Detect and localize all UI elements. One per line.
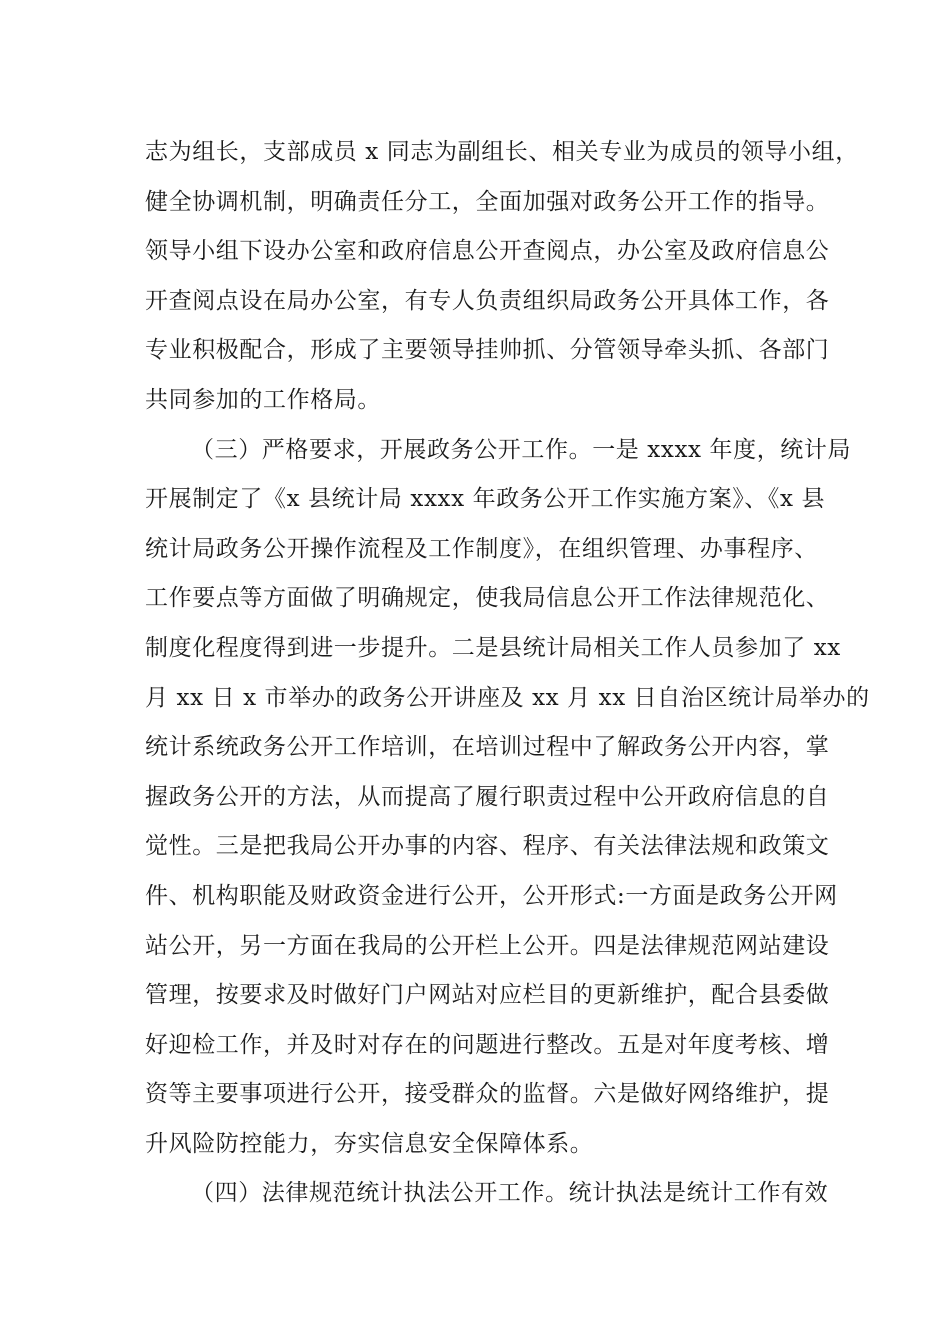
text-line: 升风险防控能力，夯实信息安全保障体系。	[145, 1130, 594, 1157]
text-line: 工作要点等方面做了明确规定，使我局信息公开工作法律规范化、	[145, 585, 830, 612]
text-line: 觉性。三是把我局公开办事的内容、程序、有关法律法规和政策文	[145, 833, 830, 860]
text-line: 统计局政务公开操作流程及工作制度》，在组织管理、办事程序、	[145, 535, 818, 562]
text-line: 管理，按要求及时做好门户网站对应栏目的更新维护，配合县委做	[145, 982, 830, 1009]
text-line: 专业积极配合，形成了主要领导挂帅抓、分管领导牵头抓、各部门	[145, 337, 830, 364]
body-text	[145, 128, 870, 1219]
text-line: （四）法律规范统计执法公开工作。统计执法是统计工作有效	[191, 1180, 829, 1207]
text-line: 好迎检工作，并及时对存在的问题进行整改。五是对年度考核、增	[145, 1031, 830, 1058]
text-line: 共同参加的工作格局。	[145, 386, 381, 413]
text-line: 开展制定了《x 县统计局 xxxx 年政务公开工作实施方案》、《x 县	[145, 486, 826, 513]
text-line: 健全协调机制，明确责任分工，全面加强对政务公开工作的指导。	[145, 188, 830, 215]
text-line: 开查阅点设在局办公室，有专人负责组织局政务公开具体工作，各	[145, 287, 830, 314]
text-line: 资等主要事项进行公开，接受群众的监督。六是做好网络维护，提	[145, 1081, 830, 1108]
text-line: 志为组长，支部成员 x 同志为副组长、相关专业为成员的领导小组，	[145, 139, 859, 165]
text-line: 领导小组下设办公室和政府信息公开查阅点，办公室及政府信息公	[145, 238, 830, 265]
text-line: （三）严格要求，开展政务公开工作。一是 xxxx 年度，统计局	[191, 436, 852, 463]
text-line: 统计系统政务公开工作培训，在培训过程中了解政务公开内容，掌	[145, 734, 830, 761]
text-line: 握政务公开的方法，从而提高了履行职责过程中公开政府信息的自	[145, 783, 830, 810]
text-line: 月 xx 日 x 市举办的政务公开讲座及 xx 月 xx 日自治区统计局举办的	[145, 684, 870, 711]
text-line: 站公开，另一方面在我局的公开栏上公开。四是法律规范网站建设	[145, 932, 830, 959]
text-line: 件、机构职能及财政资金进行公开，公开形式:一方面是政务公开网	[145, 882, 838, 909]
text-line: 制度化程度得到进一步提升。二是县统计局相关工作人员参加了 xx	[145, 634, 841, 661]
